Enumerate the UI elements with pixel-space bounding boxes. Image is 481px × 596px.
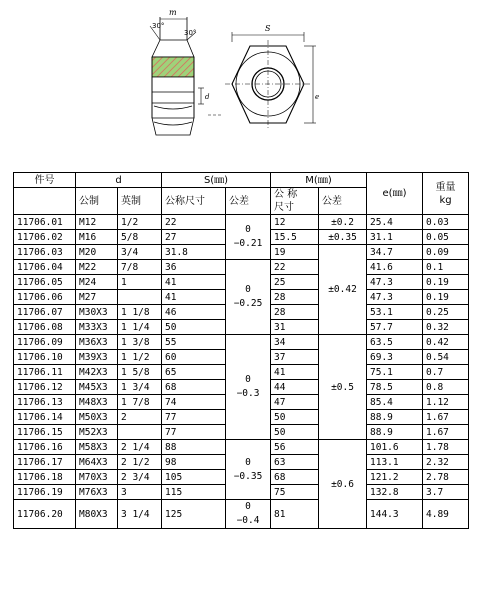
- cell-s-nominal: 98: [162, 455, 226, 470]
- cell-m-nominal: 44: [271, 380, 319, 395]
- cell-weight: 1.67: [423, 425, 469, 440]
- cell-s-tolerance: [226, 500, 271, 529]
- cell-part-no: 11706.19: [14, 485, 76, 500]
- dimension-e-label: e: [315, 93, 320, 101]
- nut-front-view: [225, 32, 316, 130]
- dimension-s-label: S: [265, 24, 271, 33]
- cell-e: 144.3: [367, 500, 423, 529]
- cell-d-metric: M76X3: [76, 485, 118, 500]
- cell-weight: 0.19: [423, 275, 469, 290]
- cell-d-metric: M20: [76, 245, 118, 260]
- cell-d-imperial: 1 3/8: [118, 335, 162, 350]
- cell-s-nominal: 88: [162, 440, 226, 455]
- cell-d-metric: M80X3: [76, 500, 118, 529]
- cell-part-no: 11706.14: [14, 410, 76, 425]
- cell-e: 88.9: [367, 410, 423, 425]
- header-m: M(㎜): [271, 173, 367, 188]
- s-tolerance-upper: 0: [245, 374, 251, 385]
- cell-d-imperial: 3 1/4: [118, 500, 162, 529]
- cell-s-tolerance: [226, 215, 271, 260]
- s-tolerance-lower: −0.25: [233, 298, 263, 309]
- cell-s-nominal: 125: [162, 500, 226, 529]
- header-s-tolerance: 公差: [226, 188, 271, 215]
- cell-part-no: 11706.11: [14, 365, 76, 380]
- header-m-nominal-line2: 尺寸: [274, 202, 295, 213]
- cell-weight: 0.1: [423, 260, 469, 275]
- cell-d-metric: M48X3: [76, 395, 118, 410]
- cell-part-no: 11706.05: [14, 275, 76, 290]
- cell-d-imperial: 2 1/2: [118, 455, 162, 470]
- cell-s-nominal: 36: [162, 260, 226, 275]
- cell-m-nominal: 81: [271, 500, 319, 529]
- header-m-nominal: [271, 188, 319, 215]
- table-row: [14, 440, 469, 455]
- cell-part-no: 11706.10: [14, 350, 76, 365]
- header-weight-line1: 重量: [435, 181, 456, 193]
- cell-e: 85.4: [367, 395, 423, 410]
- header-m-nominal-line1: 公 称: [274, 189, 298, 200]
- header-s-nominal: 公称尺寸: [162, 188, 226, 215]
- cell-e: 53.1: [367, 305, 423, 320]
- s-tolerance-lower: −0.3: [236, 388, 260, 399]
- cell-weight: 2.32: [423, 455, 469, 470]
- cell-m-nominal: 47: [271, 395, 319, 410]
- cell-m-nominal: 12: [271, 215, 319, 230]
- s-tolerance-lower: −0.4: [236, 515, 260, 526]
- s-tolerance-upper: 0: [245, 501, 251, 512]
- cell-m-nominal: 15.5: [271, 230, 319, 245]
- header-d-imperial: 英制: [118, 188, 162, 215]
- cell-m-tolerance: ±0.42: [319, 245, 367, 335]
- cell-part-no: 11706.12: [14, 380, 76, 395]
- cell-e: 101.6: [367, 440, 423, 455]
- table-row: [14, 335, 469, 350]
- cell-weight: 0.03: [423, 215, 469, 230]
- cell-part-no: 11706.16: [14, 440, 76, 455]
- cell-s-nominal: 27: [162, 230, 226, 245]
- cell-d-imperial: 1 7/8: [118, 395, 162, 410]
- cell-part-no: 11706.09: [14, 335, 76, 350]
- cell-m-tolerance: ±0.5: [319, 335, 367, 440]
- cell-d-imperial: 5/8: [118, 230, 162, 245]
- dimension-m-label: m: [169, 8, 177, 17]
- cell-part-no: 11706.17: [14, 455, 76, 470]
- cell-m-nominal: 75: [271, 485, 319, 500]
- cell-e: 69.3: [367, 350, 423, 365]
- cell-s-nominal: 41: [162, 275, 226, 290]
- cell-e: 25.4: [367, 215, 423, 230]
- cell-s-nominal: 77: [162, 425, 226, 440]
- cell-m-nominal: 56: [271, 440, 319, 455]
- cell-weight: 0.54: [423, 350, 469, 365]
- header-s: S(㎜): [162, 173, 271, 188]
- s-tolerance-upper: 0: [245, 456, 251, 468]
- cell-d-metric: M30X3: [76, 305, 118, 320]
- s-tolerance-lower: −0.35: [233, 470, 263, 482]
- cell-weight: 0.32: [423, 320, 469, 335]
- cell-d-imperial: 2: [118, 410, 162, 425]
- cell-d-imperial: 1 1/8: [118, 305, 162, 320]
- cell-m-nominal: 34: [271, 335, 319, 350]
- cell-m-nominal: 19: [271, 245, 319, 260]
- cell-part-no: 11706.08: [14, 320, 76, 335]
- cell-d-metric: M42X3: [76, 365, 118, 380]
- cell-m-nominal: 50: [271, 410, 319, 425]
- s-tolerance-lower: −0.21: [233, 238, 263, 249]
- cell-s-nominal: 50: [162, 320, 226, 335]
- s-tolerance-upper: 0: [245, 224, 251, 235]
- cell-weight: 1.78: [423, 440, 469, 455]
- table-row: [14, 500, 469, 529]
- cell-s-nominal: 60: [162, 350, 226, 365]
- cell-d-imperial: 7/8: [118, 260, 162, 275]
- cell-s-nominal: 65: [162, 365, 226, 380]
- cell-part-no: 11706.13: [14, 395, 76, 410]
- cell-e: 41.6: [367, 260, 423, 275]
- cell-d-metric: M12: [76, 215, 118, 230]
- cell-d-metric: M39X3: [76, 350, 118, 365]
- cell-weight: 0.25: [423, 305, 469, 320]
- cell-e: 34.7: [367, 245, 423, 260]
- cell-part-no: 11706.06: [14, 290, 76, 305]
- cell-s-tolerance: [226, 440, 271, 500]
- header-d: d: [76, 173, 162, 188]
- cell-s-nominal: 31.8: [162, 245, 226, 260]
- cell-m-tolerance: ±0.35: [319, 230, 367, 245]
- cell-m-nominal: 31: [271, 320, 319, 335]
- header-part-no-filler: [14, 188, 76, 215]
- table-row: [14, 215, 469, 230]
- cell-m-nominal: 68: [271, 470, 319, 485]
- cell-m-nominal: 22: [271, 260, 319, 275]
- header-part-no: 件号: [14, 173, 76, 188]
- spec-table-body: [14, 215, 469, 529]
- cell-m-nominal: 37: [271, 350, 319, 365]
- cell-e: 31.1: [367, 230, 423, 245]
- cell-m-nominal: 63: [271, 455, 319, 470]
- cell-e: 63.5: [367, 335, 423, 350]
- cell-part-no: 11706.07: [14, 305, 76, 320]
- header-d-metric: 公制: [76, 188, 118, 215]
- cell-s-nominal: 41: [162, 290, 226, 305]
- cell-weight: 3.7: [423, 485, 469, 500]
- cell-weight: 0.19: [423, 290, 469, 305]
- cell-d-metric: M36X3: [76, 335, 118, 350]
- header-weight-line2: kg: [439, 194, 452, 206]
- cell-part-no: 11706.15: [14, 425, 76, 440]
- cell-d-imperial: [118, 425, 162, 440]
- dimension-d-label: d: [205, 93, 210, 101]
- cell-m-nominal: 28: [271, 290, 319, 305]
- cell-s-tolerance: [226, 335, 271, 440]
- cell-d-imperial: 1 1/4: [118, 320, 162, 335]
- cell-d-imperial: 1 3/4: [118, 380, 162, 395]
- cell-s-tolerance: [226, 260, 271, 335]
- cell-part-no: 11706.18: [14, 470, 76, 485]
- cell-s-nominal: 115: [162, 485, 226, 500]
- cell-m-tolerance: ±0.2: [319, 215, 367, 230]
- cell-s-nominal: 22: [162, 215, 226, 230]
- cell-e: 75.1: [367, 365, 423, 380]
- cell-part-no: 11706.20: [14, 500, 76, 529]
- cell-m-nominal: 25: [271, 275, 319, 290]
- angle-top-label: 30°: [152, 22, 165, 30]
- cell-d-metric: M24: [76, 275, 118, 290]
- cell-d-metric: M45X3: [76, 380, 118, 395]
- header-weight: [423, 173, 469, 215]
- cell-s-nominal: 77: [162, 410, 226, 425]
- cell-s-nominal: 46: [162, 305, 226, 320]
- cell-e: 88.9: [367, 425, 423, 440]
- cell-part-no: 11706.01: [14, 215, 76, 230]
- cell-d-metric: M70X3: [76, 470, 118, 485]
- cell-d-imperial: 1 1/2: [118, 350, 162, 365]
- cell-m-nominal: 28: [271, 305, 319, 320]
- hex-nut-drawing: [0, 0, 481, 172]
- cell-weight: 4.89: [423, 500, 469, 529]
- cell-part-no: 11706.02: [14, 230, 76, 245]
- cell-e: 47.3: [367, 275, 423, 290]
- cell-m-nominal: 41: [271, 365, 319, 380]
- cell-part-no: 11706.03: [14, 245, 76, 260]
- cell-d-imperial: 3/4: [118, 245, 162, 260]
- cell-d-imperial: 3: [118, 485, 162, 500]
- s-tolerance-upper: 0: [245, 284, 251, 295]
- cell-d-imperial: 2 1/4: [118, 440, 162, 455]
- cell-d-metric: M22: [76, 260, 118, 275]
- cell-weight: 2.78: [423, 470, 469, 485]
- cell-d-metric: M50X3: [76, 410, 118, 425]
- header-e: e(㎜): [367, 173, 423, 215]
- cell-weight: 1.12: [423, 395, 469, 410]
- angle-side-label: 30°: [184, 29, 197, 37]
- cell-d-metric: M16: [76, 230, 118, 245]
- cell-d-metric: M33X3: [76, 320, 118, 335]
- cell-s-nominal: 105: [162, 470, 226, 485]
- cell-m-nominal: 50: [271, 425, 319, 440]
- table-row: [14, 260, 469, 275]
- nut-spec-table: [13, 172, 469, 529]
- cell-d-imperial: 1/2: [118, 215, 162, 230]
- cell-s-nominal: 55: [162, 335, 226, 350]
- cell-d-metric: M27: [76, 290, 118, 305]
- cell-e: 78.5: [367, 380, 423, 395]
- cell-s-nominal: 68: [162, 380, 226, 395]
- cell-part-no: 11706.04: [14, 260, 76, 275]
- cell-weight: 0.05: [423, 230, 469, 245]
- cell-m-tolerance: ±0.6: [319, 440, 367, 529]
- cell-weight: 1.67: [423, 410, 469, 425]
- cell-e: 57.7: [367, 320, 423, 335]
- cell-weight: 0.42: [423, 335, 469, 350]
- cell-d-imperial: 1 5/8: [118, 365, 162, 380]
- cell-weight: 0.09: [423, 245, 469, 260]
- cell-d-metric: M52X3: [76, 425, 118, 440]
- cell-e: 47.3: [367, 290, 423, 305]
- cell-e: 121.2: [367, 470, 423, 485]
- cell-s-nominal: 74: [162, 395, 226, 410]
- cell-e: 132.8: [367, 485, 423, 500]
- header-m-tolerance: 公差: [319, 188, 367, 215]
- cell-d-imperial: 2 3/4: [118, 470, 162, 485]
- cell-d-metric: M64X3: [76, 455, 118, 470]
- cell-d-metric: M58X3: [76, 440, 118, 455]
- cell-d-imperial: 1: [118, 275, 162, 290]
- cell-weight: 0.8: [423, 380, 469, 395]
- cell-weight: 0.7: [423, 365, 469, 380]
- cell-e: 113.1: [367, 455, 423, 470]
- cell-d-imperial: [118, 290, 162, 305]
